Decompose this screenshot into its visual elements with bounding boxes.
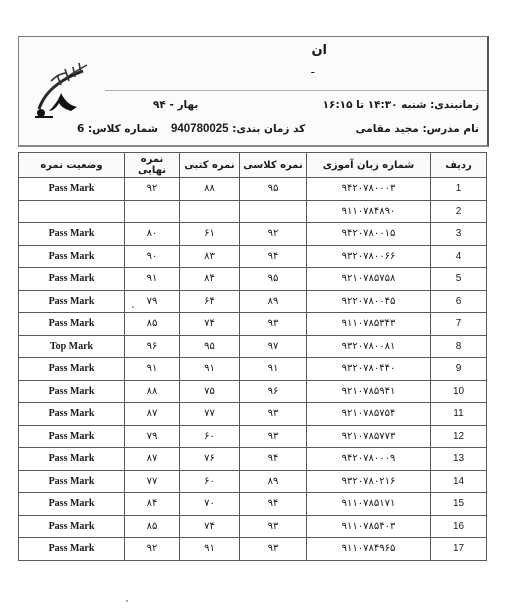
class-score-cell: ۹۵ — [240, 178, 307, 201]
final-score-cell: ۹۱ — [125, 268, 180, 291]
written-score-cell: ۶۰ — [180, 425, 240, 448]
final-score-cell: ۹۶ — [125, 335, 180, 358]
class-score-cell: ۹۲ — [240, 223, 307, 246]
row-number-cell: 2 — [431, 200, 487, 223]
header-row-number: ردیف — [431, 153, 487, 178]
institute-logo — [31, 51, 93, 123]
written-score-cell: ۹۱ — [180, 358, 240, 381]
class-score-cell — [240, 200, 307, 223]
class-score-cell: ۸۹ — [240, 290, 307, 313]
student-id-cell: ۹۲۱۰۷۸۵۷۷۳ — [307, 425, 431, 448]
schedule-code: 940780025 — [171, 123, 229, 135]
table-row — [19, 493, 487, 516]
class-score-cell: ۹۳ — [240, 538, 307, 561]
final-score-cell: ۹۰ — [125, 245, 180, 268]
table-row — [19, 200, 487, 223]
row-number-cell: 6 — [431, 290, 487, 313]
teacher-name: مجید مقامی — [355, 123, 419, 135]
written-score-cell: ۶۱ — [180, 223, 240, 246]
written-score-cell: ۹۱ — [180, 538, 240, 561]
scan-speck — [132, 306, 134, 308]
grades-table — [18, 152, 487, 561]
class-score-cell: ۹۳ — [240, 313, 307, 336]
table-row — [19, 358, 487, 381]
final-score-cell: ۸۰ — [125, 223, 180, 246]
student-id-cell: ۹۱۱۰۷۸۴۸۹۰ — [307, 200, 431, 223]
student-id-cell: ۹۱۱۰۷۸۵۴۰۳ — [307, 515, 431, 538]
header-written-score: نمره کتبی — [180, 153, 240, 178]
final-score-cell: ۸۵ — [125, 313, 180, 336]
written-score-cell: ۷۷ — [180, 403, 240, 426]
final-score-cell: ۸۷ — [125, 448, 180, 471]
final-score-cell: ۹۲ — [125, 178, 180, 201]
semester-label: بهار - ۹۴ — [153, 99, 199, 111]
teacher-info — [356, 123, 479, 135]
written-score-cell: ۸۸ — [180, 178, 240, 201]
class-score-cell: ۹۳ — [240, 425, 307, 448]
row-number-cell: 12 — [431, 425, 487, 448]
table-row — [19, 245, 487, 268]
header-panel — [18, 36, 489, 147]
table-row — [19, 425, 487, 448]
row-number-cell: 9 — [431, 358, 487, 381]
class-score-cell: ۹۴ — [240, 493, 307, 516]
written-score-cell: ۸۳ — [180, 245, 240, 268]
class-score-cell: ۹۱ — [240, 358, 307, 381]
document-title: ان — [311, 43, 327, 58]
status-cell: Top Mark — [19, 335, 125, 358]
class-score-cell: ۹۴ — [240, 448, 307, 471]
student-id-cell: ۹۱۱۰۷۸۵۱۷۱ — [307, 493, 431, 516]
student-id-cell: ۹۳۲۰۷۸۰۰۶۶ — [307, 245, 431, 268]
table-row — [19, 290, 487, 313]
table-row — [19, 380, 487, 403]
class-score-cell: ۹۶ — [240, 380, 307, 403]
table-row — [19, 313, 487, 336]
written-score-cell: ۷۵ — [180, 380, 240, 403]
table-row — [19, 538, 487, 561]
status-cell: Pass Mark — [19, 425, 125, 448]
student-id-cell: ۹۳۲۰۷۸۰۰۸۱ — [307, 335, 431, 358]
table-row — [19, 470, 487, 493]
status-cell: Pass Mark — [19, 493, 125, 516]
written-score-cell: ۷۰ — [180, 493, 240, 516]
written-score-cell: ۷۶ — [180, 448, 240, 471]
student-id-cell: ۹۲۱۰۷۸۵۹۴۱ — [307, 380, 431, 403]
table-header-row — [19, 153, 487, 178]
final-score-cell: ۷۹ — [125, 425, 180, 448]
student-id-cell: ۹۳۲۰۷۸۰۴۴۰ — [307, 358, 431, 381]
row-number-cell: 4 — [431, 245, 487, 268]
status-cell: Pass Mark — [19, 268, 125, 291]
student-id-cell: ۹۲۲۰۷۸۰۰۴۵ — [307, 290, 431, 313]
student-id-cell: ۹۲۱۰۷۸۵۷۵۸ — [307, 268, 431, 291]
scan-speck — [126, 600, 128, 602]
class-score-cell: ۹۷ — [240, 335, 307, 358]
final-score-cell — [125, 200, 180, 223]
status-cell: Pass Mark — [19, 223, 125, 246]
final-score-cell: ۹۱ — [125, 358, 180, 381]
status-cell: Pass Mark — [19, 515, 125, 538]
teacher-label: نام مدرس: — [422, 123, 479, 135]
status-cell: Pass Mark — [19, 245, 125, 268]
student-id-cell: ۹۱۱۰۷۸۵۳۴۳ — [307, 313, 431, 336]
schedule-label: زمانبندی: — [430, 99, 479, 111]
final-score-cell: ۷۷ — [125, 470, 180, 493]
table-row — [19, 335, 487, 358]
row-number-cell: 8 — [431, 335, 487, 358]
row-number-cell: 1 — [431, 178, 487, 201]
table-row — [19, 268, 487, 291]
row-number-cell: 5 — [431, 268, 487, 291]
table-row — [19, 448, 487, 471]
table-body — [19, 178, 487, 561]
status-cell: Pass Mark — [19, 538, 125, 561]
schedule-value: شنبه ۱۴:۳۰ تا ۱۶:۱۵ — [322, 99, 427, 111]
title-dash: - — [310, 65, 315, 79]
row-number-cell: 10 — [431, 380, 487, 403]
table-row — [19, 403, 487, 426]
class-score-cell: ۹۳ — [240, 403, 307, 426]
status-cell: Pass Mark — [19, 358, 125, 381]
row-number-cell: 3 — [431, 223, 487, 246]
written-score-cell: ۶۴ — [180, 290, 240, 313]
final-score-cell: ۸۵ — [125, 515, 180, 538]
final-score-cell: ۸۴ — [125, 493, 180, 516]
table-row — [19, 515, 487, 538]
class-score-cell: ۹۳ — [240, 515, 307, 538]
row-number-cell: 11 — [431, 403, 487, 426]
row-number-cell: 15 — [431, 493, 487, 516]
final-score-cell: ۸۸ — [125, 380, 180, 403]
table-row — [19, 223, 487, 246]
status-cell: Pass Mark — [19, 403, 125, 426]
class-number-info — [77, 123, 158, 135]
row-number-cell: 14 — [431, 470, 487, 493]
student-id-cell: ۹۴۲۰۷۸۰۰۰۹ — [307, 448, 431, 471]
class-score-cell: ۹۵ — [240, 268, 307, 291]
class-number: 6 — [77, 123, 85, 135]
student-id-cell: ۹۴۲۰۷۸۰۰۱۵ — [307, 223, 431, 246]
final-score-cell: ۸۷ — [125, 403, 180, 426]
row-number-cell: 17 — [431, 538, 487, 561]
written-score-cell: ۶۰ — [180, 470, 240, 493]
status-cell: Pass Mark — [19, 448, 125, 471]
status-cell: Pass Mark — [19, 178, 125, 201]
class-score-cell: ۸۹ — [240, 470, 307, 493]
header-student-id: شماره زبان آموزی — [307, 153, 431, 178]
student-id-cell: ۹۲۱۰۷۸۵۷۵۴ — [307, 403, 431, 426]
class-score-cell: ۹۴ — [240, 245, 307, 268]
header-final-score: نمره نهایی — [125, 153, 180, 178]
student-id-cell: ۹۳۲۰۷۸۰۲۱۶ — [307, 470, 431, 493]
schedule-info — [323, 99, 479, 111]
class-number-label: شماره کلاس: — [87, 123, 158, 135]
schedule-code-info — [171, 123, 305, 135]
student-id-cell: ۹۱۱۰۷۸۴۹۶۵ — [307, 538, 431, 561]
header-class-score: نمره کلاسی — [240, 153, 307, 178]
status-cell — [19, 200, 125, 223]
status-cell: Pass Mark — [19, 470, 125, 493]
status-cell: Pass Mark — [19, 313, 125, 336]
status-cell: Pass Mark — [19, 380, 125, 403]
student-id-cell: ۹۴۲۰۷۸۰۰۰۳ — [307, 178, 431, 201]
written-score-cell: ۷۴ — [180, 515, 240, 538]
written-score-cell: ۹۵ — [180, 335, 240, 358]
final-score-cell: ۹۲ — [125, 538, 180, 561]
final-score-cell: ۷۹ — [125, 290, 180, 313]
written-score-cell — [180, 200, 240, 223]
header-divider — [105, 90, 487, 91]
status-cell: Pass Mark — [19, 290, 125, 313]
row-number-cell: 13 — [431, 448, 487, 471]
table-row — [19, 178, 487, 201]
written-score-cell: ۷۴ — [180, 313, 240, 336]
written-score-cell: ۸۴ — [180, 268, 240, 291]
row-number-cell: 7 — [431, 313, 487, 336]
header-status: وضعیت نمره — [19, 153, 125, 178]
schedule-code-label: کد زمان بندی: — [232, 123, 306, 135]
row-number-cell: 16 — [431, 515, 487, 538]
